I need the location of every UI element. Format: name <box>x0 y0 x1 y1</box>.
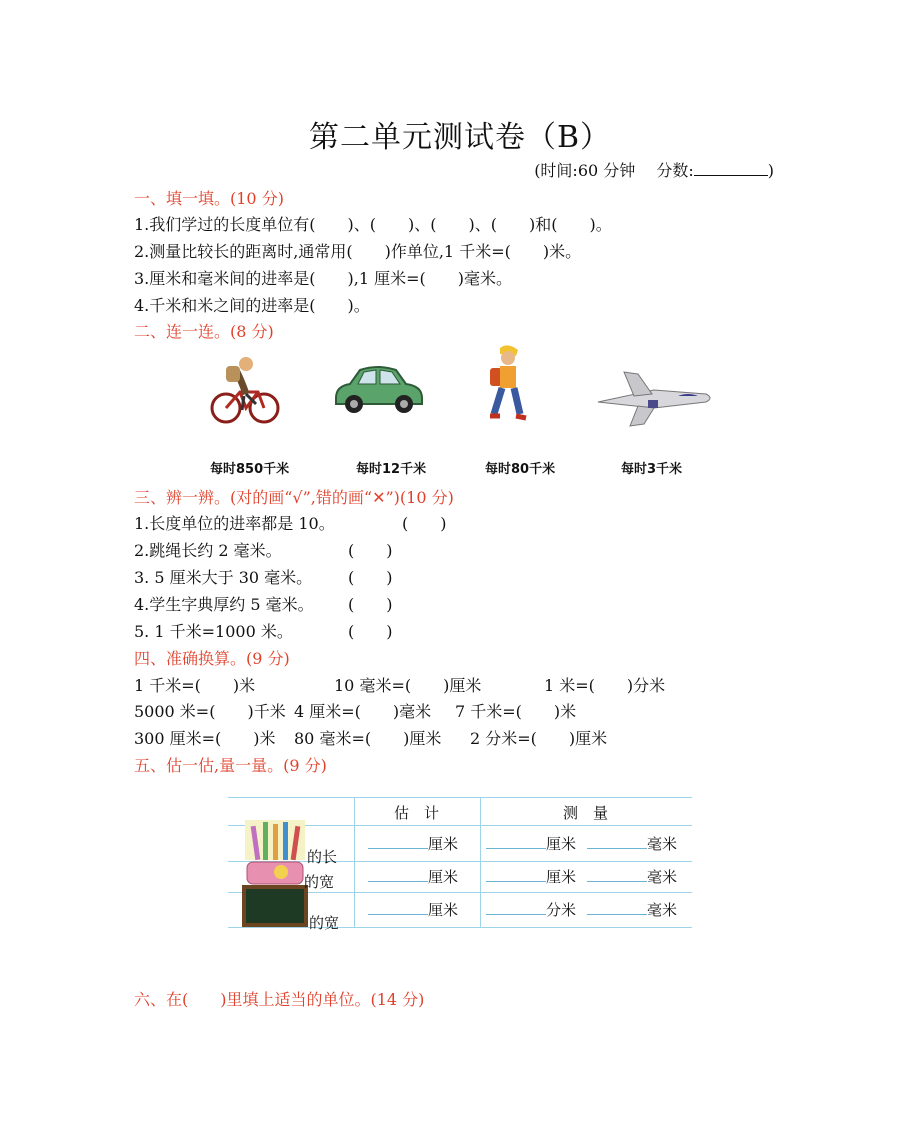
s3-item-5-paren[interactable]: ( ) <box>348 622 393 641</box>
r1-estimate[interactable] <box>368 833 458 854</box>
unit: 毫米 <box>647 901 678 919</box>
section-5-heading: 五、估一估,量一量。(9 分) <box>134 756 327 775</box>
unit: 分米 <box>546 901 577 919</box>
row-label-width-1: 的宽 <box>304 873 335 891</box>
r2-measure-a[interactable] <box>486 866 576 887</box>
unit: 厘米 <box>428 868 459 886</box>
conv-r2-c3: 7 千米=( )米 <box>455 702 577 721</box>
answer-blank[interactable] <box>486 867 546 882</box>
conv-r3-c2: 80 毫米=( )厘米 <box>294 729 442 748</box>
s1-item-3: 3.厘米和毫米间的进率是( ),1 厘米=( )毫米。 <box>134 269 512 288</box>
speed-label-4: 每时3千米 <box>621 462 683 477</box>
section-6-heading: 六、在( )里填上适当的单位。(14 分) <box>134 990 425 1009</box>
s3-item-1: 1.长度单位的进率都是 10。 <box>134 514 335 533</box>
speed-label-2: 每时12千米 <box>356 462 427 477</box>
s1-item-4: 4.千米和米之间的进率是( )。 <box>134 296 370 315</box>
row-label-length: 的长 <box>307 848 338 866</box>
r1-measure-a[interactable] <box>486 833 576 854</box>
s3-item-4: 4.学生字典厚约 5 毫米。 <box>134 595 314 614</box>
answer-blank[interactable] <box>587 867 647 882</box>
col-measure-header: 测 量 <box>563 804 609 822</box>
conv-r2-c2: 4 厘米=( )毫米 <box>294 702 432 721</box>
section-1-heading: 一、填一填。(10 分) <box>134 189 284 208</box>
table-rule <box>228 797 692 798</box>
unit: 毫米 <box>647 868 678 886</box>
section-3-heading: 三、辨一辨。(对的画“√”,错的画“✕”)(10 分) <box>134 488 454 507</box>
s1-item-1: 1.我们学过的长度单位有( )、( )、( )、( )和( )。 <box>134 215 612 234</box>
s3-item-4-paren[interactable]: ( ) <box>348 595 393 614</box>
unit: 厘米 <box>546 868 577 886</box>
unit: 厘米 <box>428 835 459 853</box>
s3-item-2: 2.跳绳长约 2 毫米。 <box>134 541 282 560</box>
r3-measure-a[interactable] <box>486 899 576 920</box>
s3-item-2-paren[interactable]: ( ) <box>348 541 393 560</box>
answer-blank[interactable] <box>368 867 428 882</box>
answer-blank[interactable] <box>587 834 647 849</box>
unit: 厘米 <box>428 901 459 919</box>
unit: 毫米 <box>647 835 678 853</box>
conv-r1-c1: 1 千米=( )米 <box>134 676 256 695</box>
walking-boy-image <box>486 344 530 426</box>
blackboard-image <box>242 885 308 927</box>
time-score-text: (时间:60 分钟 分数: <box>534 161 694 180</box>
s3-item-1-paren[interactable]: ( ) <box>402 514 447 533</box>
conv-r3-c1: 300 厘米=( )米 <box>134 729 276 748</box>
answer-blank[interactable] <box>368 900 428 915</box>
cyclist-image <box>206 352 282 428</box>
col-estimate-header: 估 计 <box>394 804 440 822</box>
s3-item-3: 3. 5 厘米大于 30 毫米。 <box>134 568 313 587</box>
speed-label-3: 每时80千米 <box>485 462 556 477</box>
time-score-close: ) <box>767 161 774 180</box>
pencil-box-image <box>245 820 305 886</box>
s3-item-3-paren[interactable]: ( ) <box>348 568 393 587</box>
car-image <box>330 360 426 420</box>
answer-blank[interactable] <box>587 900 647 915</box>
r3-measure-b[interactable] <box>587 899 677 920</box>
r1-measure-b[interactable] <box>587 833 677 854</box>
score-blank[interactable] <box>694 161 768 176</box>
table-divider <box>354 797 355 927</box>
unit: 厘米 <box>546 835 577 853</box>
r2-estimate[interactable] <box>368 866 458 887</box>
conv-r1-c2: 10 毫米=( )厘米 <box>334 676 482 695</box>
conv-r3-c3: 2 分米=( )厘米 <box>470 729 608 748</box>
s1-item-2: 2.测量比较长的距离时,通常用( )作单位,1 千米=( )米。 <box>134 242 582 261</box>
time-score-line <box>534 158 774 181</box>
conv-r1-c3: 1 米=( )分米 <box>544 676 666 695</box>
table-divider <box>480 797 481 927</box>
jet-image <box>594 366 714 430</box>
answer-blank[interactable] <box>486 834 546 849</box>
table-rule <box>228 927 692 928</box>
r3-estimate[interactable] <box>368 899 458 920</box>
row-label-width-2: 的宽 <box>309 914 340 932</box>
conv-r2-c1: 5000 米=( )千米 <box>134 702 286 721</box>
page-title: 第二单元测试卷（B） <box>308 120 612 155</box>
section-4-heading: 四、准确换算。(9 分) <box>134 649 290 668</box>
answer-blank[interactable] <box>486 900 546 915</box>
r2-measure-b[interactable] <box>587 866 677 887</box>
answer-blank[interactable] <box>368 834 428 849</box>
s3-item-5: 5. 1 千米=1000 米。 <box>134 622 293 641</box>
speed-label-1: 每时850千米 <box>210 462 290 477</box>
section-2-heading: 二、连一连。(8 分) <box>134 322 274 341</box>
